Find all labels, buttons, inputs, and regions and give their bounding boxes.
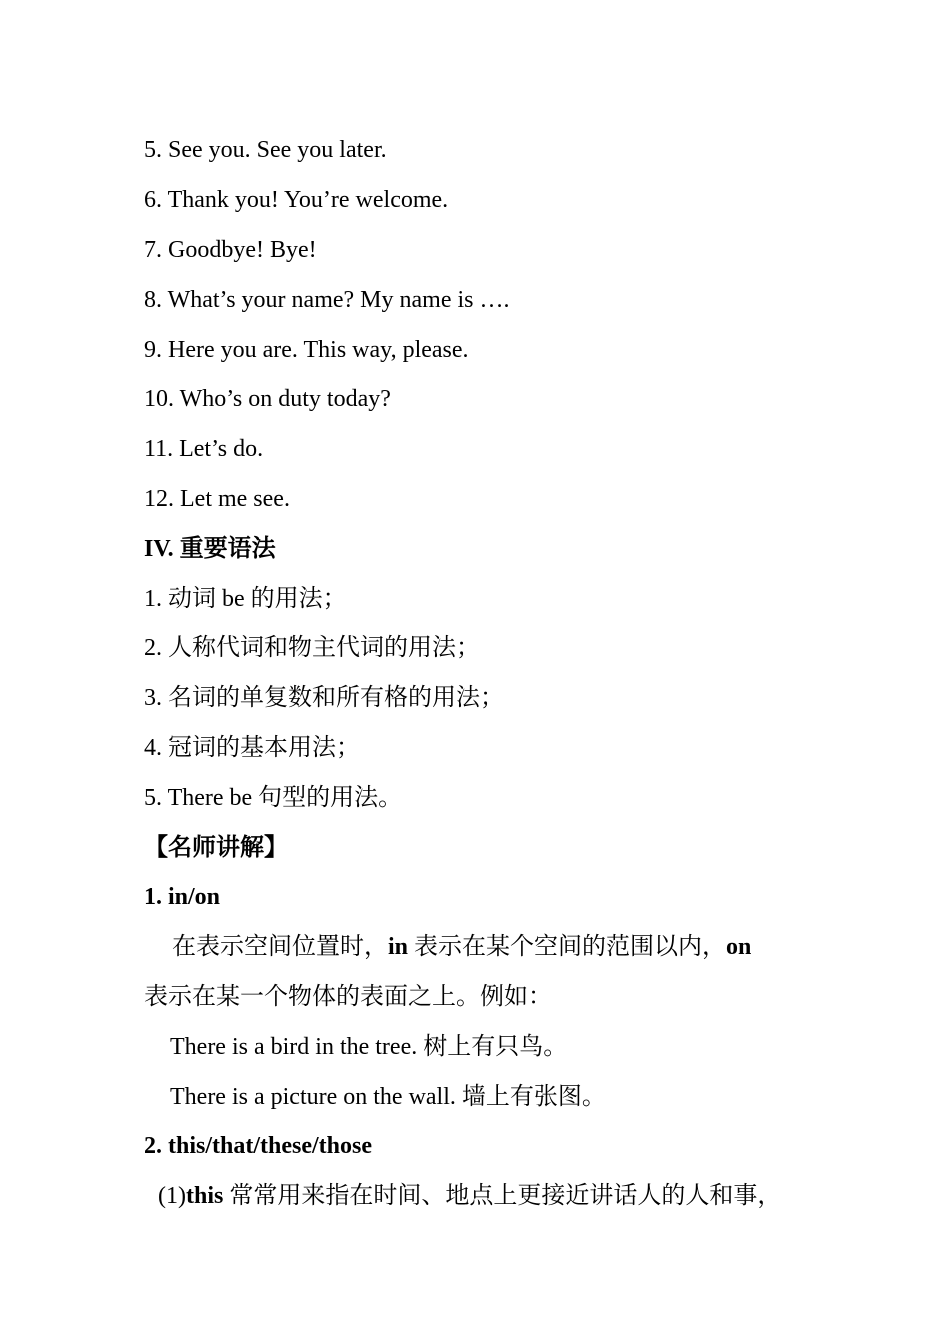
grammar-item: 5. There be 句型的用法。 xyxy=(144,785,403,811)
grammar-item: 2. 人称代词和物主代词的用法； xyxy=(144,635,480,661)
phrase-item: 7. Goodbye! Bye! xyxy=(144,237,317,263)
point-text: 常常用来指在时间、地点上更接近讲话人的人和事， xyxy=(223,1183,782,1209)
section-title-demonstratives: 2. this/that/these/those xyxy=(144,1133,372,1159)
example-sentence: There is a picture on the wall. 墙上有张图。 xyxy=(170,1084,606,1110)
explanation-paragraph-line xyxy=(172,932,751,962)
phrase-item: 8. What’s your name? My name is …. xyxy=(144,287,510,313)
phrase-item: 11. Let’s do. xyxy=(144,436,264,462)
phrase-item: 9. Here you are. This way, please. xyxy=(144,337,469,363)
example-sentence: There is a bird in the tree. 树上有只鸟。 xyxy=(170,1034,568,1060)
keyword-this: this xyxy=(185,1183,224,1209)
phrase-item: 6. Thank you! You’re welcome. xyxy=(144,187,449,213)
lecture-heading: 【名师讲解】 xyxy=(144,835,288,861)
demonstrative-point-line xyxy=(158,1181,781,1211)
phrase-item: 12. Let me see. xyxy=(144,486,290,512)
grammar-item: 4. 冠词的基本用法； xyxy=(144,735,360,761)
point-number: (1) xyxy=(158,1183,186,1209)
explanation-text: 表示在某个空间的范围以内， xyxy=(408,934,727,960)
grammar-heading: IV. 重要语法 xyxy=(144,536,276,562)
grammar-item: 3. 名词的单复数和所有格的用法； xyxy=(144,685,504,711)
grammar-item: 1. 动词 be 的用法； xyxy=(144,586,347,612)
section-title-in-on: 1. in/on xyxy=(144,884,221,910)
keyword-in: in xyxy=(388,934,409,960)
keyword-on: on xyxy=(726,934,752,960)
explanation-text: 在表示空间位置时， xyxy=(172,934,388,960)
phrase-item: 10. Who’s on duty today? xyxy=(144,386,391,412)
explanation-paragraph-line: 表示在某一个物体的表面之上。例如： xyxy=(144,984,552,1010)
phrase-item: 5. See you. See you later. xyxy=(144,137,387,163)
